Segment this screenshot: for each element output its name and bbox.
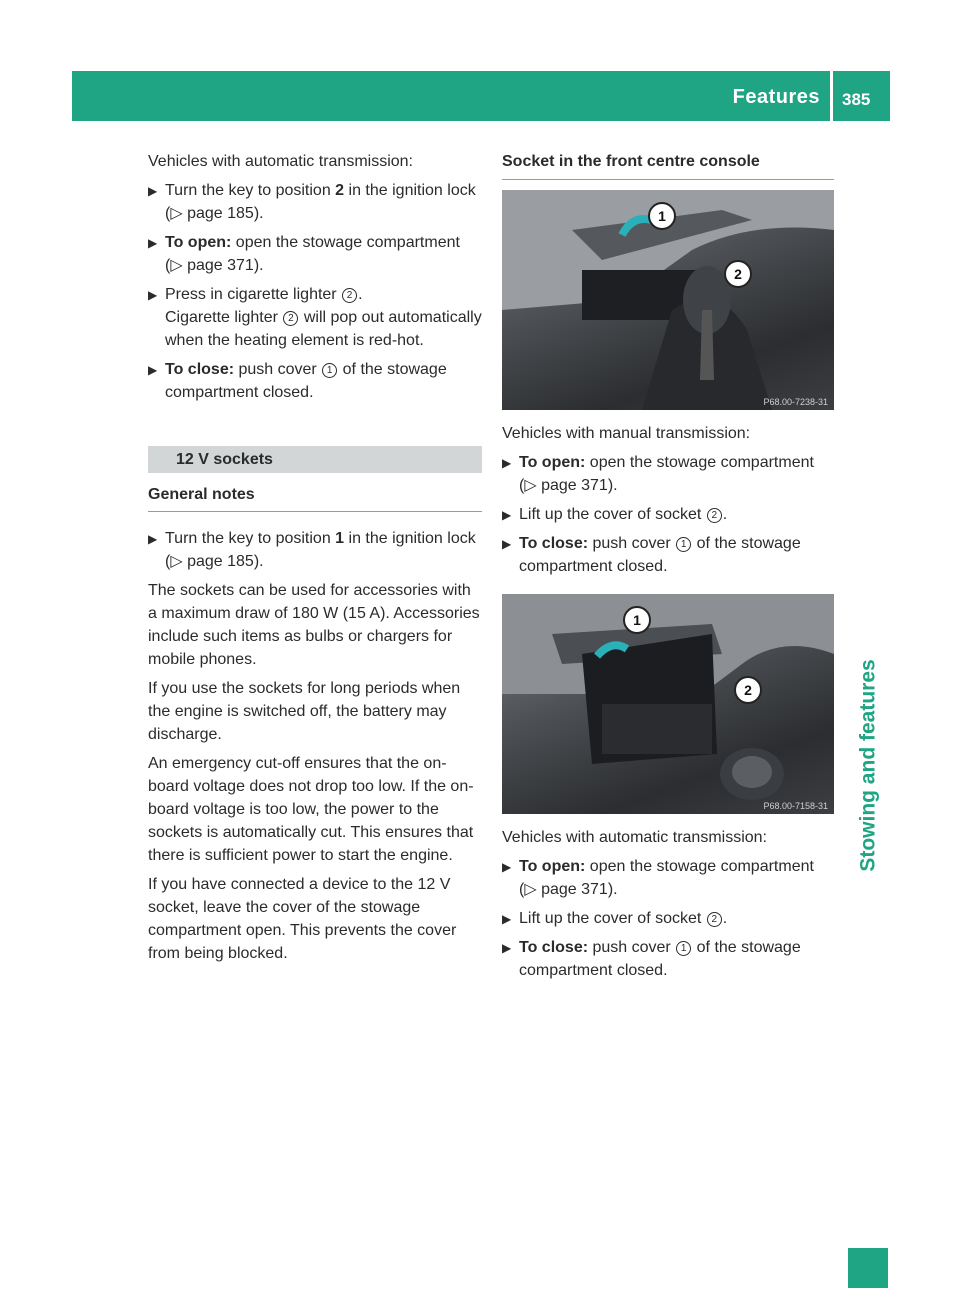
page-ref-icon: ▷ <box>524 881 537 898</box>
subsection-heading: General notes <box>148 483 482 512</box>
callout-2-icon: 2 <box>283 311 298 326</box>
step-turn-key-1: ▶ Turn the key to position 1 in the ignition lock (▷ page 185). <box>148 530 476 570</box>
step-arrow-icon: ▶ <box>148 363 158 377</box>
side-tab-marker <box>848 1248 888 1288</box>
paragraph: An emergency cut-off ensures that the on-board voltage does not drop too low. If the on-board voltage is too low, the power to the sockets is automatically cut. This ensures that there is sufficient power to start the engine. <box>148 755 474 864</box>
callout-2: 2 <box>724 260 752 288</box>
step-close: ▶ To close: push cover 1 of the stowage compartment closed. <box>148 361 447 401</box>
page-ref-link[interactable]: page 371 <box>541 477 608 494</box>
step-close-manual: ▶ To close: push cover 1 of the stowage compartment closed. <box>502 535 801 575</box>
step-arrow-icon: ▶ <box>148 288 158 302</box>
left-column <box>148 150 482 971</box>
callout-2-icon: 2 <box>707 912 722 927</box>
page-ref-link[interactable]: page 371 <box>541 881 608 898</box>
photo-id: P68.00-7238-31 <box>763 397 828 407</box>
callout-1: 1 <box>648 202 676 230</box>
step-press-lighter: ▶ Press in cigarette lighter 2 . Cigarette lighter 2 will pop out automatically when the heating element is red-hot. <box>148 286 482 349</box>
section-title: 12 V sockets <box>148 446 482 473</box>
right-column <box>502 150 834 988</box>
page-ref-link[interactable]: page 371 <box>187 257 254 274</box>
step-arrow-icon: ▶ <box>502 860 512 874</box>
console-photo-manual <box>502 190 834 410</box>
step-arrow-icon: ▶ <box>502 508 512 522</box>
page-ref-link[interactable]: page 185 <box>187 205 254 222</box>
section-heading: Socket in the front centre console <box>502 150 834 180</box>
page-ref-icon: ▷ <box>170 205 183 222</box>
callout-1-icon: 1 <box>676 537 691 552</box>
step-open-manual: ▶ To open: open the stowage compartment (▷ page 371). <box>502 454 814 494</box>
auto-intro: Vehicles with automatic transmission: <box>502 829 767 846</box>
callout-1-icon: 1 <box>676 941 691 956</box>
callout-2: 2 <box>734 676 762 704</box>
console-photo-automatic <box>502 594 834 814</box>
paragraph: If you use the sockets for long periods when the engine is switched off, the battery may discharge. <box>148 680 461 743</box>
step-arrow-icon: ▶ <box>148 184 158 198</box>
header-divider <box>830 71 833 121</box>
step-arrow-icon: ▶ <box>148 236 158 250</box>
step-open: ▶ To open: open the stowage compartment (▷ page 371). <box>148 234 460 274</box>
manual-intro: Vehicles with manual transmission: <box>502 425 751 442</box>
step-close-auto: ▶ To close: push cover 1 of the stowage compartment closed. <box>502 939 801 979</box>
photo-id: P68.00-7158-31 <box>763 801 828 811</box>
callout-2-icon: 2 <box>342 288 357 303</box>
step-lift-manual: ▶ Lift up the cover of socket 2 . <box>502 503 834 526</box>
page-ref-icon: ▷ <box>524 477 537 494</box>
callout-2-icon: 2 <box>707 508 722 523</box>
step-arrow-icon: ▶ <box>502 456 512 470</box>
page-number: 385 <box>842 90 871 109</box>
step-arrow-icon: ▶ <box>148 532 158 546</box>
intro-text: Vehicles with automatic transmission: <box>148 153 413 170</box>
step-arrow-icon: ▶ <box>502 537 512 551</box>
step-open-auto: ▶ To open: open the stowage compartment (▷ page 371). <box>502 858 814 898</box>
paragraph: If you have connected a device to the 12 V socket, leave the cover of the stowage compartment open. This prevents the cover from being blocked. <box>148 876 457 962</box>
callout-1: 1 <box>623 606 651 634</box>
side-tab-label: Stowing and features <box>856 658 880 872</box>
page-ref-icon: ▷ <box>170 553 183 570</box>
page-section-title: Features <box>732 86 820 108</box>
step-arrow-icon: ▶ <box>502 912 512 926</box>
page-ref-icon: ▷ <box>170 257 183 274</box>
step-lift-auto: ▶ Lift up the cover of socket 2 . <box>502 907 834 930</box>
paragraph: The sockets can be used for accessories with a maximum draw of 180 W (15 A). Accessories include such items as bulbs or chargers for mobile phones. <box>148 582 480 668</box>
page-ref-link[interactable]: page 185 <box>187 553 254 570</box>
callout-1-icon: 1 <box>322 363 337 378</box>
step-arrow-icon: ▶ <box>502 941 512 955</box>
step-turn-key: ▶ Turn the key to position 2 in the ignition lock (▷ page 185). <box>148 182 476 222</box>
